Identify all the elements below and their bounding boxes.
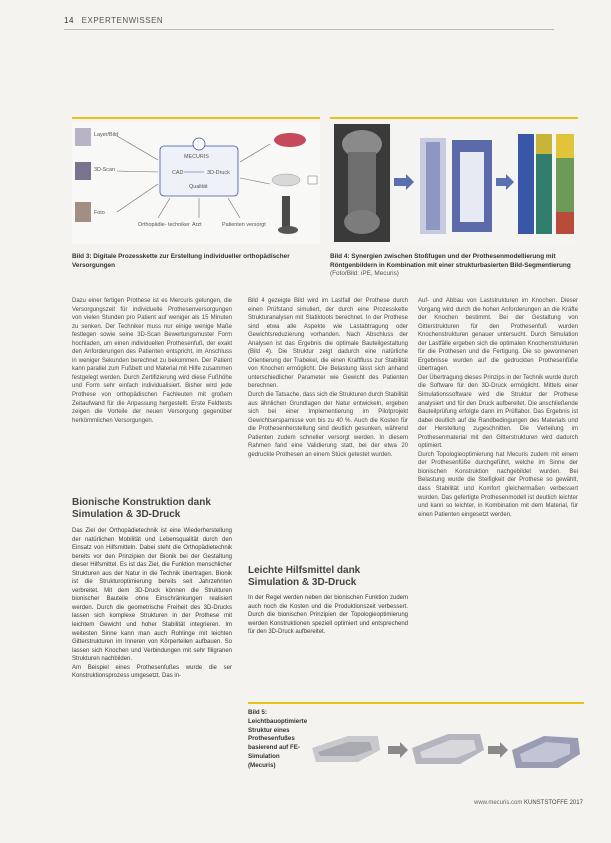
structure-panel-3 xyxy=(518,134,534,234)
footer-issue: KUNSTSTOFFE 2017 xyxy=(524,800,583,806)
thumb-scan xyxy=(75,162,91,180)
printed-shoe-icon xyxy=(274,133,306,147)
column-1 xyxy=(72,297,232,425)
column-3 xyxy=(418,297,578,519)
fig3-label-mid: 3D-Scan xyxy=(94,167,115,173)
column1b-paragraph-1: Das Ziel der Orthopädietechnik ist eine Wiederherstellung der natürlichen Mobilität und Lebensqualität durch den Einsatz von Hilfsmitteln. Dabei steht die Orthopädietechnik bereits vor den Prinzipien der Bionik bei der Gestaltung dieser Hilfsmittel. Es ist das Ziel, die Funktion menschlicher Strukturen aus der Natur in die Technik übertragen. Bionik ist die Strukturoptimierung bereits seit Jahrzehnten verbreitet. Mit dem 3D-Druck können die Strukturen bionischer Bauteile ohne Einschränkungen realisiert werden. Durch die geometrische Freiheit des 3D-Drucks lassen sich komplexe Strukturen in der Prothese mit leichtem Gewicht und hoher Stabilität integrieren. Im weitesten Sinne kann man auch Rohlinge mit leichten Gitterstrukturen im Inneren von Körperteilen aufbauen. So lassen sich Knochen und Verbindungen mit sehr filigranen Strukturen nachbilden. xyxy=(72,528,232,663)
figure3-caption-text: Bild 3: Digitale Prozesskette zur Erstellung individueller orthopädischer Versorgungen xyxy=(72,253,290,269)
column1b-paragraph-2: Am Beispiel eines Prothesenfußes wurde die ser Konstruktionsprozess umgesetzt. Das in- xyxy=(72,664,232,680)
printed-orthosis-icon xyxy=(272,174,300,186)
thumb-layer xyxy=(75,128,91,146)
column-2 xyxy=(248,297,408,459)
fig3-quality: Qualität xyxy=(189,184,208,190)
fig3-print: 3D-Druck xyxy=(207,170,230,176)
column2-paragraph-1: Bild 4 gezeigte Bild wird im Lastfall der Prothese durch einen Prüfstand simuliert, der durch eine Prozesskette Strukturanalysen mit Statiktools berechnet. In der Prothese sind etwa alle Aspekte wie Lastabtragung oder Gewichtsreduzierung vorhanden. Nach Abschluss der Analysen ist das Ergebnis die optimale Bauteilgestaltung (Bild 4). Die Struktur zeigt dadurch eine natürliche Orientierung der Trabekel, die einen Kraftfluss zur Stabilität von Knochen ermöglicht. Die Belastung lässt sich anhand unterschiedlicher Parameter wie Gewicht des Patienten berechnen. xyxy=(248,298,408,390)
figure3-process-diagram xyxy=(72,122,320,244)
fig3-doctor: Arzt xyxy=(192,222,202,228)
figure5-rule xyxy=(248,702,584,704)
page-header xyxy=(64,16,163,25)
figure5-caption-text: Bild 5: Leichtbauoptimierte Struktur eines Prothesenfußes basierend auf FE-Simulation (Mecuris) xyxy=(248,709,308,769)
column2b-paragraph: In der Regel werden neben der bionischen Funktion zudem auch noch die Kosten und die Produktionszeit verbessert. Durch die bionischen Prinzipien der Topologieoptimierung werden Konstruktionen speziell optimiert und entsprechend für den 3D-Druck aufbereitet. xyxy=(248,595,408,636)
figure5-caption xyxy=(248,709,308,771)
column-2-lower xyxy=(248,594,408,637)
fig3-cad: CAD xyxy=(172,170,184,176)
figure4-caption-text: Bild 4: Synergien zwischen Stoßfugen und der Prothesenmodellierung mit Röntgenbildern in Kombination mit einer strukturbasierten Bild-Segmentierung xyxy=(330,253,571,269)
column3-paragraph-3: Durch Topologieoptimierung hat Mecuris zudem mit einem der Prothesenfüße durchgeführt, welche im Sinne der bionischen Konstruktion nachgebildet wurden. Bei Belastung wurde die Steifigkeit der Prothese so gewählt, dass Stabilität und Komfort gleichermaßen verbessert wurden. Das gefertigte Prothesenmodell ist deutlich leichter und kann so leichter, in Kombination mit dem Material, für einen Patienten eingesetzt werden. xyxy=(418,451,578,518)
column1-paragraph: Dazu einer fertigen Prothese ist es Mercuris gelungen, die Versorgungszeit für individuelle Prothesenversorgungen von vielen Stunden pro Patient auf weniger als 15 Minuten zu senken. Der Techniker muss nur einige wenige Maße festlegen sowie seine 3D-Scan Bewertungsmuster Form hochladen, um einen individuellen Prothesenfuß, der exakt den Anforderungen des Patienten entspricht, im Anschluss in weniger Sekunden berechnet zu bekommen. Der Patient kann parallel zum Fußbett und Material mit Hilfe zusammen festgelegt werden. Durch Zertifizierung wird diese Fußhöhe und Form sehr einfach individualisiert. Bisher wird jede Prothese von orthopädischen Fachleuten mit großem Zeitaufwand für die Anpassung hergestellt. Erste Feldtests zeigen die Vorteile der neuen Versorgung gegenüber herkömmlichen Versorgungen. xyxy=(72,298,232,424)
fig3-center-title: MECURIS xyxy=(184,154,209,160)
fig3-label-top: Layer/Bild xyxy=(94,132,118,138)
figure4-rule xyxy=(330,117,578,119)
fig3-patient: Patienten versorgt xyxy=(222,222,266,228)
figure4-bone-structure-image xyxy=(330,122,578,244)
patient-leg-icon xyxy=(282,196,290,230)
ce-mark-icon xyxy=(308,176,317,184)
column3-paragraph-2: Der Übertragung dieses Prinzips in der Technik wurde durch die Software für den 3D-Druck ermöglicht. Mittels einer Simulationssoftware wird die Struktur der Prothese analysiert und für den Druck aufbereitet. Die anschließende Bauteilprüfung erfolgte dann im Prüflabor. Das Ergebnis ist dabei deutlich auf die Randbedingungen des Materials und der Herstellung zugeschnitten. Die Verteilung im Prothesenmaterial mit den Gitterstrukturen wird dadurch optimiert. xyxy=(418,374,578,450)
figure3-rule xyxy=(72,117,320,119)
heading-bionic: Bionische Konstruktion dank Simulation & 3D-Druck xyxy=(72,497,211,520)
header-rule xyxy=(64,29,554,30)
column-1-lower xyxy=(72,527,232,681)
fig3-technician: Orthopädie- techniker xyxy=(138,222,190,228)
heading-lightweight: Leichte Hilfsmittel dank Simulation & 3D-Druck xyxy=(248,565,361,588)
figure5-prosthetic-foot-image xyxy=(308,706,584,784)
thumb-photo xyxy=(75,202,91,222)
figure3-caption xyxy=(72,253,320,270)
column3-paragraph-1: Auf- und Abbau von Laststrukturen im Knochen. Dieser Vorgang wird durch die hohen Anforderungen an die Kräfte der Knochen bestimmt. Bei der Gestaltung von Gitterstrukturen für den Prothesenfuß wurden Knochenstrukturen genauer untersucht. Durch Simulation der Lastfälle ergeben sich die optimalen Knochenstrukturen für die Prothesen und die Fertigung. Die so gewonnenen Ergebnisse wurden auf die gedruckten Prothesenfüße übertragen. xyxy=(418,298,578,373)
figure4-credit: (Foto/Bild: iPE, Mecuris) xyxy=(330,270,399,278)
fig3-label-bottom: Foto xyxy=(94,210,105,216)
footer-url: www.mecuris.com xyxy=(474,800,523,806)
mecuris-gear-icon xyxy=(193,138,205,150)
page-footer xyxy=(474,800,583,806)
column2-paragraph-2: Durch die Tatsache, dass sich die Strukturen durch Stabilität aus ähnlichen Grundlagen der Natur entwickeln, ergeben sich bei einer Implementierung im Pilotprojekt Gewichtsersparnisse von bis zu 40 %. Auch die Kosten für die Prothesenherstellung sind deutlich gesunken, während Patienten zudem schneller versorgt werden. In diesem Rahmen fand eine Validierung statt, bei der etwa 20 gedruckte Prothesen an einem Stück getestet wurden. xyxy=(248,392,408,458)
figure4-caption xyxy=(330,253,578,279)
page-number: 14 xyxy=(64,16,74,25)
section-title: EXPERTENWISSEN xyxy=(81,16,164,25)
